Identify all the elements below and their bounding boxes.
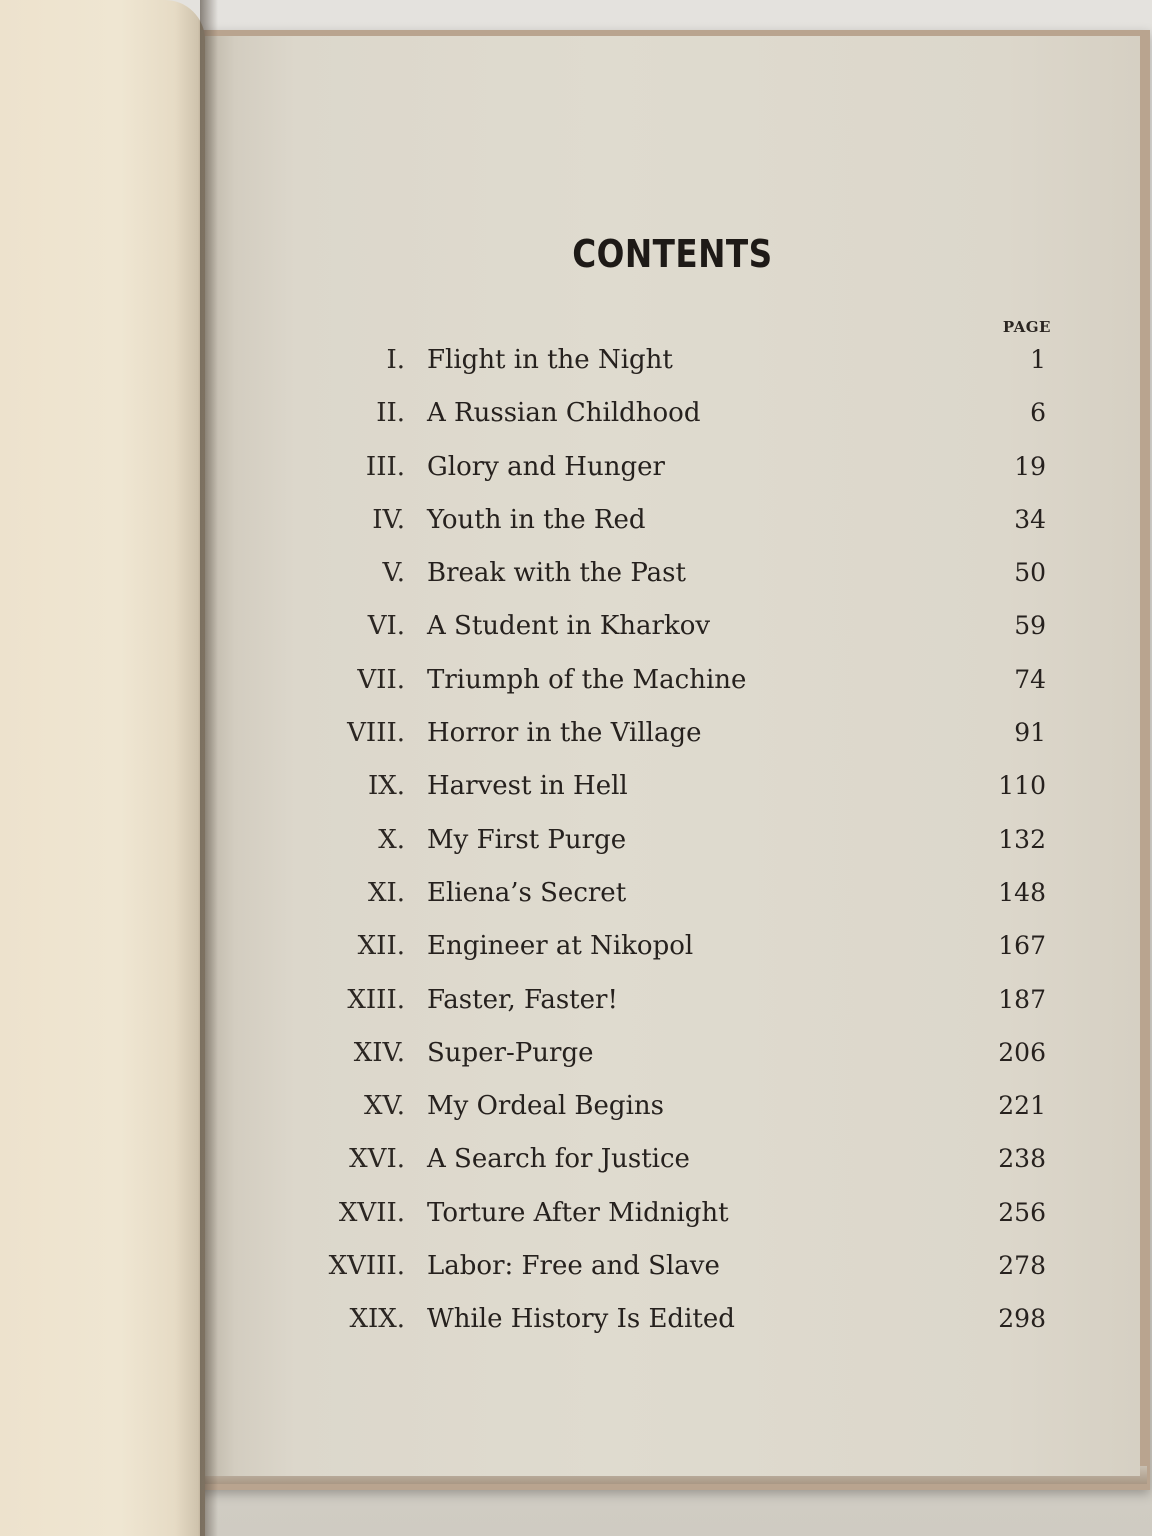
chapter-title: Torture After Midnight xyxy=(427,1197,729,1228)
chapter-number: XIII. xyxy=(347,984,405,1015)
toc-entry xyxy=(205,443,1140,496)
toc-entry xyxy=(205,976,1140,1029)
chapter-number: II. xyxy=(376,398,405,429)
chapter-page-number: 6 xyxy=(1030,398,1046,428)
chapter-page-number: 50 xyxy=(1014,558,1046,588)
toc-entry xyxy=(205,1242,1140,1295)
chapter-number: XVII. xyxy=(338,1197,405,1228)
left-page xyxy=(0,0,205,1536)
chapter-page-number: 167 xyxy=(998,931,1046,961)
chapter-page-number: 91 xyxy=(1014,718,1046,748)
toc-entry xyxy=(205,709,1140,762)
chapter-title: Triumph of the Machine xyxy=(427,664,747,695)
chapter-page-number: 74 xyxy=(1014,664,1046,694)
contents-page xyxy=(205,36,1140,1476)
chapter-title: Labor: Free and Slave xyxy=(427,1251,720,1282)
chapter-page-number: 206 xyxy=(998,1037,1046,1067)
toc-entry xyxy=(205,1135,1140,1188)
toc-entry xyxy=(205,762,1140,815)
chapter-title: Faster, Faster! xyxy=(427,984,618,1015)
chapter-number: XVIII. xyxy=(328,1251,405,1282)
chapter-title: Horror in the Village xyxy=(427,718,702,749)
chapter-number: X. xyxy=(378,824,405,855)
chapter-number: VI. xyxy=(367,611,405,642)
toc-entry xyxy=(205,1029,1140,1082)
chapter-title: My First Purge xyxy=(427,824,627,855)
chapter-page-number: 238 xyxy=(998,1144,1046,1174)
page-title: CONTENTS xyxy=(572,232,773,276)
toc-entry xyxy=(205,922,1140,975)
chapter-title: Youth in the Red xyxy=(427,504,646,535)
toc-entry xyxy=(205,656,1140,709)
chapter-number: I. xyxy=(386,345,405,375)
toc-entry xyxy=(205,816,1140,869)
chapter-page-number: 278 xyxy=(998,1251,1046,1281)
chapter-title: A Student in Kharkov xyxy=(427,611,711,642)
chapter-title: Break with the Past xyxy=(427,558,686,589)
chapter-page-number: 110 xyxy=(998,771,1046,801)
chapter-number: IX. xyxy=(367,771,405,802)
toc-entry xyxy=(205,1082,1140,1135)
chapter-page-number: 34 xyxy=(1014,504,1046,534)
toc-entry xyxy=(205,869,1140,922)
chapter-title: My Ordeal Begins xyxy=(427,1091,664,1122)
chapter-number: III. xyxy=(365,451,405,482)
chapter-page-number: 256 xyxy=(998,1197,1046,1227)
chapter-page-number: 132 xyxy=(998,824,1046,854)
chapter-page-number: 1 xyxy=(1030,345,1046,374)
chapter-number: VII. xyxy=(357,664,405,695)
chapter-title: Flight in the Night xyxy=(427,345,673,375)
toc-entry xyxy=(205,1189,1140,1242)
chapter-page-number: 187 xyxy=(998,984,1046,1014)
chapter-number: XIV. xyxy=(353,1037,405,1068)
toc-entry xyxy=(205,496,1140,549)
chapter-number: XIX. xyxy=(349,1304,405,1335)
chapter-number: XI. xyxy=(367,877,405,908)
chapter-number: IV. xyxy=(372,504,405,535)
toc-entry xyxy=(205,549,1140,602)
chapter-page-number: 59 xyxy=(1014,611,1046,641)
table-of-contents xyxy=(205,336,1140,1349)
toc-entry xyxy=(205,1295,1140,1348)
toc-entry xyxy=(205,602,1140,655)
page-column-label: PAGE xyxy=(1002,318,1051,336)
chapter-title: Eliena’s Secret xyxy=(427,877,627,908)
toc-entry xyxy=(205,336,1140,389)
chapter-title: Super-Purge xyxy=(427,1037,594,1068)
chapter-title: A Search for Justice xyxy=(427,1144,690,1175)
chapter-title: Glory and Hunger xyxy=(427,451,665,482)
chapter-page-number: 298 xyxy=(998,1304,1046,1334)
chapter-number: VIII. xyxy=(347,718,405,749)
chapter-number: XVI. xyxy=(349,1144,405,1175)
chapter-page-number: 221 xyxy=(998,1091,1046,1121)
chapter-page-number: 19 xyxy=(1014,451,1046,481)
chapter-title: A Russian Childhood xyxy=(427,398,701,429)
chapter-title: Harvest in Hell xyxy=(427,771,628,802)
toc-entry xyxy=(205,389,1140,442)
chapter-number: V. xyxy=(382,558,405,589)
chapter-number: XII. xyxy=(357,931,405,962)
chapter-title: While History Is Edited xyxy=(427,1304,735,1335)
chapter-title: Engineer at Nikopol xyxy=(427,931,694,962)
chapter-number: XV. xyxy=(363,1091,405,1122)
chapter-page-number: 148 xyxy=(998,877,1046,907)
